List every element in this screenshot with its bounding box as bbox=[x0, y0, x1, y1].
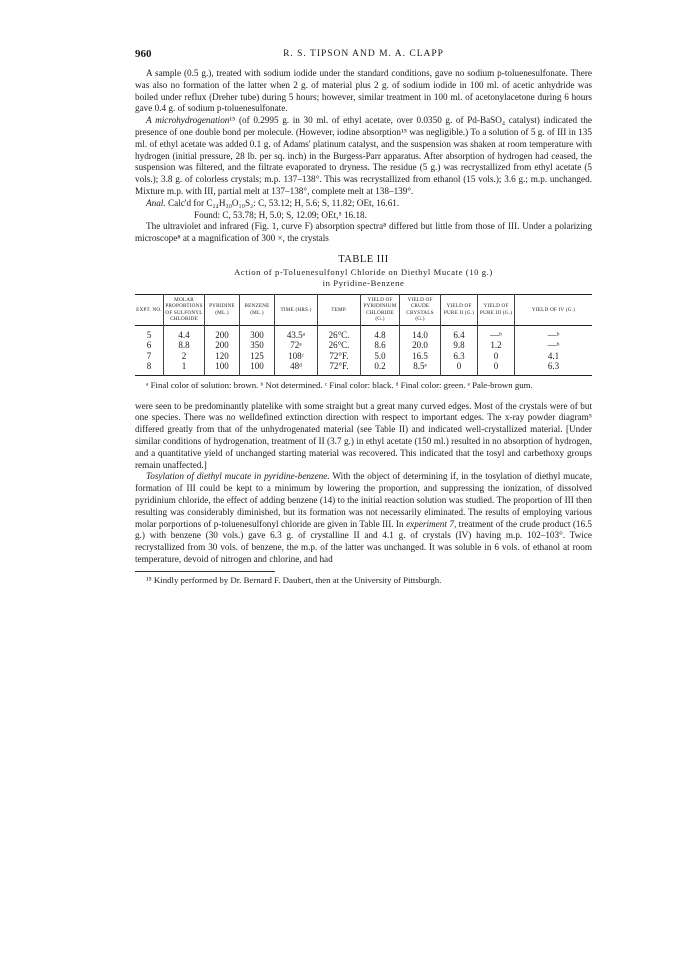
table-header-row bbox=[135, 294, 592, 325]
column-header: PYRIDINE (ML.) bbox=[205, 294, 240, 325]
table-cell: 1 bbox=[164, 361, 205, 375]
table-cell: 350 bbox=[240, 340, 275, 351]
table-row bbox=[135, 325, 592, 340]
table-cell: 0 bbox=[478, 351, 515, 362]
table-cell: 72°F. bbox=[318, 361, 361, 375]
column-header: EXPT. NO. bbox=[136, 306, 162, 313]
table-title: TABLE III bbox=[338, 253, 389, 265]
paragraph-tosylation bbox=[135, 471, 592, 565]
table-cell: 4.4 bbox=[164, 325, 205, 340]
table-cell: 6 bbox=[146, 340, 152, 351]
table-cell: 8.8 bbox=[164, 340, 205, 351]
table-cell: 8.6 bbox=[361, 340, 400, 351]
table-cell: —ᵇ bbox=[515, 325, 593, 340]
column-header: YIELD OF PURE II (G.) bbox=[441, 294, 478, 325]
table-cell: 100 bbox=[205, 361, 240, 375]
table-cell: 9.8 bbox=[441, 340, 478, 351]
table-cell: 6.4 bbox=[441, 325, 478, 340]
table-row bbox=[135, 361, 592, 375]
table-cell: 4.8 bbox=[361, 325, 400, 340]
table-cell: 120 bbox=[205, 351, 240, 362]
table-cell: 5 bbox=[146, 329, 152, 340]
paragraph-sodium-iodide: A sample (0.5 g.), treated with sodium iodide under the standard conditions, gave no sodium p-toluenesulfonate. There was also no formation of the latter when 2 g. of material plus 2 g. of sodium iodide in 100 ml. of acetic anhydride was boiled under reflux (Dreher tube) during 5 hours; however, similar treatment in 100 ml. of acetonylacetone during 6 hours gave 0.4 g. of sodium p-toluenesulfonate. bbox=[135, 68, 592, 114]
tosylation-text: With the object of determining if, in the tosylation of diethyl mucate, formation of III could be kept to a minimum by lowering the proportion, and suppressing the ionization, of dissolved pyridinium chloride, the effect of adding benzene (14) to the initial reaction solution was studied. The proportion of III then resulting was considerably diminished, but its formation was not necessarily eliminated. The results of employing various molar porportions of p-toluenesulfonyl chloride are given in Table III. In bbox=[135, 471, 592, 529]
column-header: MOLAR PROPORTIONS OF SULFONYL CHLORIDE bbox=[164, 294, 205, 325]
table-cell: 2 bbox=[164, 351, 205, 362]
paragraph-crystals: were seen to be predominantly platelike with some straight but a great many curved edges. Most of the crystals were of but one species. There was no welldefined extinction direction with respect to important edges. The x-ray powder diagram⁵ differed greatly from that of the unhydrogenated material (see Table II) and indicated well-crystallized material. [Under similar conditions of hydrogenation, treatment of II (3.7 g.) in ethyl acetate (150 ml.) resulted in no absorption of hydrogen, and a quantitative yield of unchanged starting material was recovered. This indicated that the tosyl and carbethoxy groups remain unaffected.] bbox=[135, 400, 592, 470]
microhydrogenation-text: ¹⁵ (of 0.2995 g. in 30 ml. of ethyl acetate, over 0.0350 g. of Pd-BaSO₄ catalyst) indicated the presence of one double bond per molecule. (However, iodine absorption¹⁵ was negligible.) To a solution of 5 g. of III in 135 ml. of ethyl acetate was added 0.1 g. of Adams' platinum catalyst, and the suspension was shaken at room temperature with hydrogen (initial pressure, 28 lb. per sq. inch) in the Burgess-Parr apparatus. After absorption of hydrogen had ceased, the suspension was filtered, and the filtrate evaporated to dryness. The residue (5 g.) was recrystallized from ethyl acetate (5 vols.); 3.8 g. of colorless crystals; m.p. 137–138°. This was recrystallized from ethanol (15 vols.); 3.6 g.; m.p. unchanged. Mixture m.p. with III, partial melt at 137–138°, complete melt at 138–139°. bbox=[135, 115, 592, 196]
table-cell: 72°F. bbox=[318, 351, 361, 362]
paragraph-microhydrogenation bbox=[135, 115, 592, 198]
table-cell: 0 bbox=[478, 361, 515, 375]
column-header: BENZENE (ML.) bbox=[240, 294, 275, 325]
table-cell: 26°C. bbox=[318, 325, 361, 340]
table-cell: 200 bbox=[205, 340, 240, 351]
tosylation-label: Tosylation of diethyl mucate in pyridine-benzene. bbox=[146, 471, 330, 482]
table-cell: 0.2 bbox=[361, 361, 400, 375]
column-header: YIELD OF PYRIDINIUM CHLORIDE (G.) bbox=[361, 294, 400, 325]
table-cell: 72ᵃ bbox=[275, 340, 318, 351]
table-cell: 7 bbox=[146, 350, 152, 361]
table-cell: 4.1 bbox=[515, 351, 593, 362]
column-header: YIELD OF CRUDE CRYSTALS (G.) bbox=[400, 294, 441, 325]
running-header bbox=[135, 48, 592, 68]
page-footnote: ¹⁵ Kindly performed by Dr. Bernard F. Daubert, then at the University of Pittsburgh. bbox=[146, 574, 442, 585]
column-header: YIELD OF PURE III (G.) bbox=[478, 294, 515, 325]
column-header: TEMP. bbox=[318, 294, 361, 325]
experiment-reference: experiment 7 bbox=[406, 518, 454, 529]
table-cell: 0 bbox=[441, 361, 478, 375]
microhydrogenation-label: A microhydrogenation bbox=[146, 115, 230, 126]
footnote-divider bbox=[135, 571, 275, 572]
table-cell: 6.3 bbox=[515, 361, 593, 375]
page-number: 960 bbox=[135, 48, 152, 60]
table-cell: 26°C. bbox=[318, 340, 361, 351]
table-caption-line2: in Pyridine-Benzene bbox=[322, 277, 405, 288]
analysis-calc bbox=[135, 198, 592, 210]
paragraph-spectra: The ultraviolet and infrared (Fig. 1, curve F) absorption spectra⁸ differed but little from those of III. Under a polarizing microscope⁸ at a magnification of 300 ×, the crystals bbox=[135, 221, 592, 244]
analysis-found: Found: C, 53.78; H, 5.0; S, 12.09; OEt,⁵ 16.18. bbox=[194, 209, 367, 220]
data-table bbox=[135, 294, 592, 376]
table-cell: 200 bbox=[205, 325, 240, 340]
table-cell: 300 bbox=[240, 325, 275, 340]
running-title: R. S. TIPSON AND M. A. CLAPP bbox=[283, 49, 444, 59]
table-cell: —ᵇ bbox=[515, 340, 593, 351]
table-cell: 16.5 bbox=[400, 351, 441, 362]
table-cell: 48ᵈ bbox=[275, 361, 318, 375]
table-cell: 5.0 bbox=[361, 351, 400, 362]
table-cell: 1.2 bbox=[478, 340, 515, 351]
table-cell: 108ᶜ bbox=[275, 351, 318, 362]
table-cell: 125 bbox=[240, 351, 275, 362]
table-cell: 8 bbox=[146, 361, 152, 372]
table-row bbox=[135, 340, 592, 351]
column-header: TIME (HRS.) bbox=[275, 294, 318, 325]
anal-text: Calc'd for C₂₄H₃₀O₁₀S₂: C, 53.12; H, 5.6; S, 11.82; OEt, 16.61. bbox=[165, 197, 400, 208]
anal-label: Anal. bbox=[146, 197, 166, 208]
table-cell: 6.3 bbox=[441, 351, 478, 362]
table-cell: —ᵇ bbox=[478, 325, 515, 340]
table-cell: 14.0 bbox=[400, 325, 441, 340]
column-header: YIELD OF IV (G.) bbox=[515, 294, 593, 325]
table-cell: 20.0 bbox=[400, 340, 441, 351]
table-cell: 100 bbox=[240, 361, 275, 375]
table-cell: 8.5ᵉ bbox=[400, 361, 441, 375]
table-caption-line1: Action of p-Toluenesulfonyl Chloride on Diethyl Mucate (10 g.) bbox=[234, 266, 493, 277]
table-row bbox=[135, 351, 592, 362]
tosylation-text-rest: , treatment of the crude product (16.5 g.) with benzene (30 vols.) gave 6.3 g. of crystalline II and 4.1 g. of crystals (IV) having m.p. 102–103°. Twice recrystallized from 30 vols. of benzene, the m.p. of the latter was unchanged. It was soluble in 6 vols. of ethanol at room temperature, devoid of nitrogen and chlorine, and had bbox=[135, 518, 592, 564]
table-footnote: ᵃ Final color of solution: brown. ᵇ Not determined. ᶜ Final color: black. ᵈ Final color: green. ᵉ Pale-brown gum. bbox=[146, 379, 533, 390]
table-cell: 43.5ᵃ bbox=[275, 325, 318, 340]
page bbox=[135, 48, 592, 586]
